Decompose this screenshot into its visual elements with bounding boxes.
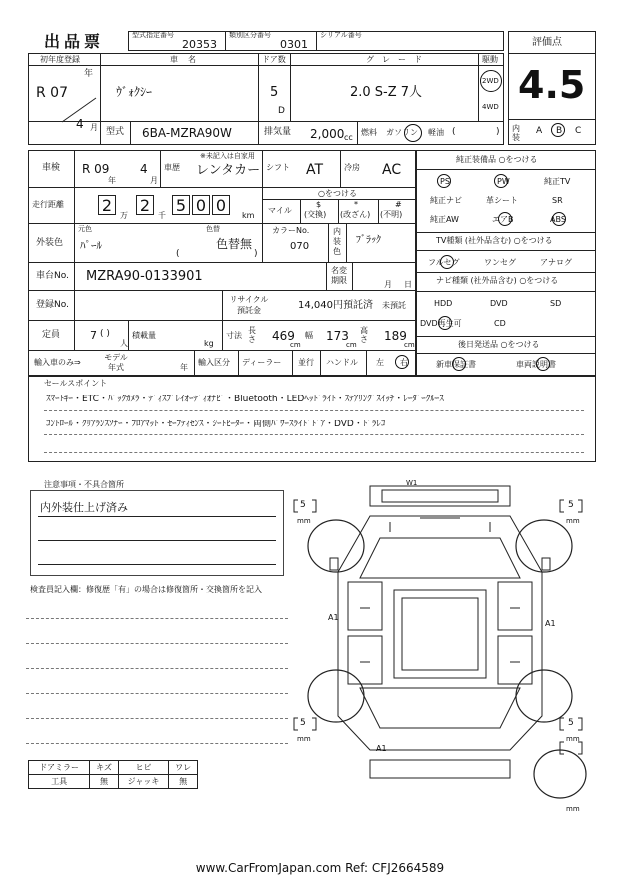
door-type: D bbox=[278, 106, 285, 116]
post-item: 新車保証書 bbox=[436, 360, 476, 369]
tv-item: ワンセグ bbox=[484, 258, 516, 267]
chassis-value: MZRA90-0133901 bbox=[86, 269, 203, 284]
ac-label: 冷房 bbox=[344, 163, 360, 172]
legend-header: ヒビ bbox=[118, 761, 168, 775]
mileage-digit: 0 bbox=[192, 195, 210, 215]
diagram-top-mark: W1 bbox=[406, 479, 418, 487]
equip-item: 純正TV bbox=[544, 177, 571, 186]
handle-right: 右 bbox=[400, 358, 408, 367]
sales-title: セールスポイント bbox=[44, 379, 108, 388]
score-value: 4.5 bbox=[518, 63, 586, 107]
type-label: 型式 bbox=[106, 127, 125, 137]
ac-value: AC bbox=[382, 162, 402, 178]
nav-item: DVD bbox=[490, 299, 508, 308]
equip-item: PS bbox=[440, 177, 450, 186]
equip-circle bbox=[437, 174, 451, 188]
post-title: 後日発送品 ○をつける bbox=[458, 340, 540, 349]
equip-item: 純正ナビ bbox=[430, 196, 462, 205]
interior-grade-a: A bbox=[536, 126, 543, 136]
usd-label: $ bbox=[316, 200, 322, 209]
legend-value: 工具 bbox=[29, 775, 90, 789]
model-year-label: モデル年式 bbox=[104, 353, 128, 372]
length-unit: cm bbox=[290, 341, 301, 349]
drive-label: 駆動 bbox=[482, 55, 498, 64]
tv-item: アナログ bbox=[540, 258, 572, 267]
equip-circle bbox=[494, 174, 508, 188]
displacement-unit: cc bbox=[344, 133, 353, 142]
name-change-day: 日 bbox=[404, 280, 412, 289]
color-no-label: カラーNo. bbox=[272, 226, 310, 235]
tread-fl: 5 bbox=[300, 500, 306, 510]
tv-circle bbox=[440, 255, 454, 269]
first-reg-label: 初年度登録 bbox=[40, 55, 80, 64]
inspection-year-unit: 年 bbox=[108, 176, 116, 185]
diagram-right-mark: A1 bbox=[545, 619, 556, 628]
displacement-label: 排気量 bbox=[264, 127, 292, 137]
tread-spare-unit: mm bbox=[566, 805, 580, 813]
inspection-month-unit: 月 bbox=[150, 176, 158, 185]
recycle-value: 14,040円預託済 bbox=[298, 300, 373, 311]
handle-circle bbox=[395, 355, 409, 369]
shift-label: シフト bbox=[266, 163, 290, 172]
recycle-unpaid: 未預託 bbox=[382, 301, 406, 310]
first-reg-month: 4 bbox=[76, 117, 84, 131]
handle-left: 左 bbox=[376, 358, 384, 367]
diagram-left-mark: A1 bbox=[328, 613, 339, 622]
paint-label: 色替 bbox=[206, 225, 220, 233]
legend-header: ドアミラー bbox=[29, 761, 90, 775]
tread-fr-unit: mm bbox=[566, 517, 580, 525]
selected-grade-circle bbox=[551, 123, 565, 137]
handle-label: ハンドル bbox=[326, 358, 358, 367]
orig-color-value: ﾊﾟｰﾙ bbox=[80, 239, 102, 252]
mileage-digit: 0 bbox=[212, 195, 230, 215]
sales-box bbox=[28, 376, 596, 462]
color-no-value: 070 bbox=[290, 241, 310, 252]
grade-value: 2.0 S-Z 7人 bbox=[350, 85, 423, 100]
drive-2wd: 2WD bbox=[482, 77, 499, 85]
sales-line-2: ｺﾝﾄﾛｰﾙ・ｸﾘｱﾗﾝｽｿﾅｰ・ﾌﾛｱﾏｯﾄ・ｾｰﾌﾃｨｾﾝｽ・ｼｰﾄﾋｰﾀｰ・両側ﾊﾟﾜｰｽﾗｲﾄﾞﾄﾞｱ・DVD・ﾄﾞﾗﾚｺ bbox=[46, 420, 386, 429]
post-item: 車両説明書 bbox=[516, 360, 556, 369]
model-year-unit: 年 bbox=[180, 363, 188, 372]
score-label: 評価点 bbox=[532, 37, 562, 48]
legend-header: キズ bbox=[90, 761, 119, 775]
interior-color-label: 内装色 bbox=[333, 227, 341, 256]
inspector-title: 検査員記入欄：修復歴「有」の場合は修復箇所・交換箇所を記入 bbox=[30, 585, 262, 594]
notes-line-1: 内外装仕上げ済み bbox=[40, 501, 128, 514]
diagram-bottom-mark: A1 bbox=[376, 744, 387, 753]
car-diagram bbox=[290, 478, 590, 818]
legend-value: 無 bbox=[90, 775, 119, 789]
tv-item: フルセグ bbox=[428, 258, 460, 267]
tread-rl-unit: mm bbox=[297, 735, 311, 743]
grade-label: グレード bbox=[366, 55, 430, 64]
car-name-label: 車名 bbox=[170, 55, 206, 64]
capacity-label: 定員 bbox=[42, 330, 61, 340]
import-label: 輸入車のみ⇒ bbox=[34, 358, 81, 367]
unknown-sub: (不明) bbox=[380, 210, 403, 219]
capacity-unit: 人 bbox=[120, 339, 128, 348]
equip-item: PW bbox=[497, 177, 510, 186]
nav-item: CD bbox=[494, 319, 506, 328]
width-unit: cm bbox=[346, 341, 357, 349]
drive-4wd: 4WD bbox=[482, 103, 499, 111]
equip-item: ABS bbox=[550, 215, 566, 224]
mile-label: マイル bbox=[268, 206, 292, 215]
unknown-label: # bbox=[395, 200, 402, 209]
displacement-value: 2,000 bbox=[310, 127, 345, 141]
circle-note: ○をつける bbox=[318, 189, 357, 198]
class-label: 類別区分番号 bbox=[229, 31, 271, 39]
recycle-label: リサイクル預託金 bbox=[229, 295, 269, 315]
inspection-value: R 09 bbox=[82, 162, 110, 176]
reg-label: 登録No. bbox=[36, 300, 69, 310]
length-value: 469 bbox=[272, 329, 295, 343]
model-cert-value: 20353 bbox=[182, 38, 217, 51]
orig-color-label: 元色 bbox=[78, 225, 92, 233]
equip-item: エアB bbox=[492, 215, 514, 224]
legend-table bbox=[28, 760, 198, 789]
equip-item: 革シート bbox=[486, 196, 518, 205]
parallel-label: 並行 bbox=[298, 358, 314, 367]
footer-text: www.CarFromJapan.com Ref: CFJ2664589 bbox=[195, 861, 445, 875]
color-label: 外装色 bbox=[36, 238, 64, 248]
length-label: 長さ bbox=[248, 326, 256, 344]
width-value: 173 bbox=[326, 329, 349, 343]
load-unit: kg bbox=[204, 339, 214, 348]
interior-color-value: ﾌﾞﾗｯｸ bbox=[356, 235, 381, 246]
equip-circle bbox=[552, 212, 566, 226]
nav-item: DVD再生可 bbox=[420, 319, 462, 328]
history-note: ※未記入は自家用 bbox=[200, 152, 255, 160]
legend-value: ジャッキ bbox=[118, 775, 168, 789]
doors-value: 5 bbox=[270, 85, 279, 100]
dealer-label: ディーラー bbox=[242, 358, 282, 367]
nav-title: ナビ種類 (社外品含む) ○をつける bbox=[436, 276, 559, 285]
page-title: 出品票 bbox=[44, 32, 105, 51]
serial-label: シリアル番号 bbox=[320, 31, 362, 39]
history-value: レンタカー bbox=[196, 163, 261, 178]
mileage-digit: 2 bbox=[98, 195, 116, 215]
equip-item: SR bbox=[552, 196, 563, 205]
car-name: ｳﾞｫｸｼｰ bbox=[116, 85, 153, 99]
tread-rr: 5 bbox=[568, 718, 574, 728]
height-unit: cm bbox=[404, 341, 415, 349]
alt-sub: (改ざん) bbox=[340, 210, 371, 219]
dimensions-label: 寸法 bbox=[226, 331, 242, 340]
notes-title: 注意事項・不具合箇所 bbox=[44, 480, 124, 489]
height-value: 189 bbox=[384, 329, 407, 343]
tread-rr-unit: mm bbox=[566, 735, 580, 743]
type-value: 6BA-MZRA90W bbox=[142, 126, 232, 140]
post-circle bbox=[536, 357, 550, 371]
name-change-label: 名変期限 bbox=[331, 266, 347, 285]
paint-value: 色替無 bbox=[216, 237, 253, 251]
legend-header: ワレ bbox=[169, 761, 198, 775]
alt-label: * bbox=[354, 200, 358, 209]
tread-fl-unit: mm bbox=[297, 517, 311, 525]
tread-rl: 5 bbox=[300, 718, 306, 728]
equip-circle bbox=[498, 212, 512, 226]
inspection-label: 車検 bbox=[42, 163, 61, 173]
equip-item: 純正AW bbox=[430, 215, 459, 224]
model-cert-label: 型式指定番号 bbox=[132, 31, 174, 39]
fuel-light-label: 軽油 bbox=[428, 128, 444, 137]
first-reg-era: R 07 bbox=[36, 85, 68, 101]
mileage-man: 万 bbox=[120, 211, 128, 220]
legend-value: 無 bbox=[169, 775, 198, 789]
shift-value: AT bbox=[306, 162, 324, 178]
genuine-title: 純正装備品 ○をつける bbox=[456, 155, 538, 164]
mileage-sen: 千 bbox=[158, 211, 166, 220]
width-label: 幅 bbox=[305, 331, 313, 340]
month-unit: 月 bbox=[90, 123, 98, 132]
mileage-digit: 5 bbox=[172, 195, 190, 215]
height-label: 高さ bbox=[360, 326, 368, 344]
tv-title: TV種類 (社外品含む) ○をつける bbox=[436, 236, 553, 245]
nav-item: HDD bbox=[434, 299, 453, 308]
tread-fr: 5 bbox=[568, 500, 574, 510]
history-label: 車歴 bbox=[164, 163, 180, 172]
fuel-label: 燃料 bbox=[361, 128, 377, 137]
year-unit: 年 bbox=[84, 69, 94, 79]
mileage-km: km bbox=[242, 211, 255, 220]
capacity-value: 7 bbox=[90, 329, 97, 342]
mileage-digit: 2 bbox=[136, 195, 154, 215]
inspection-month: 4 bbox=[140, 162, 148, 176]
interior-grade-c: C bbox=[575, 126, 582, 136]
class-value: 0301 bbox=[280, 38, 308, 51]
chassis-label: 車台No. bbox=[36, 271, 69, 281]
interior-score-label: 内装 bbox=[512, 124, 520, 142]
sales-line-1: ｽﾏｰﾄｷｰ・ETC・ﾊﾞｯｸｶﾒﾗ・ﾃﾞｨｽﾌﾟﾚｲｵｰﾃﾞｨｵﾅﾋﾞ・Bluetooth・LEDﾍｯﾄﾞﾗｲﾄ・ｽﾃｱﾘﾝｸﾞｽｲｯﾁ・ﾚｰﾀﾞｰｸﾙｰｽ bbox=[46, 395, 444, 404]
door-label: ドア数 bbox=[262, 55, 286, 64]
usd-sub: (交換) bbox=[304, 210, 327, 219]
nav-circle bbox=[438, 316, 452, 330]
nav-item: SD bbox=[550, 299, 562, 308]
fuel-value: ガソリン bbox=[386, 128, 418, 137]
import-type-label: 輸入区分 bbox=[198, 358, 230, 367]
fuel-circle bbox=[404, 124, 422, 142]
load-label: 積載量 bbox=[132, 331, 156, 340]
post-circle bbox=[452, 357, 466, 371]
mileage-label: 走行距離 bbox=[32, 200, 64, 209]
name-change-month: 月 bbox=[384, 280, 392, 289]
interior-grade-b: B bbox=[556, 126, 563, 136]
